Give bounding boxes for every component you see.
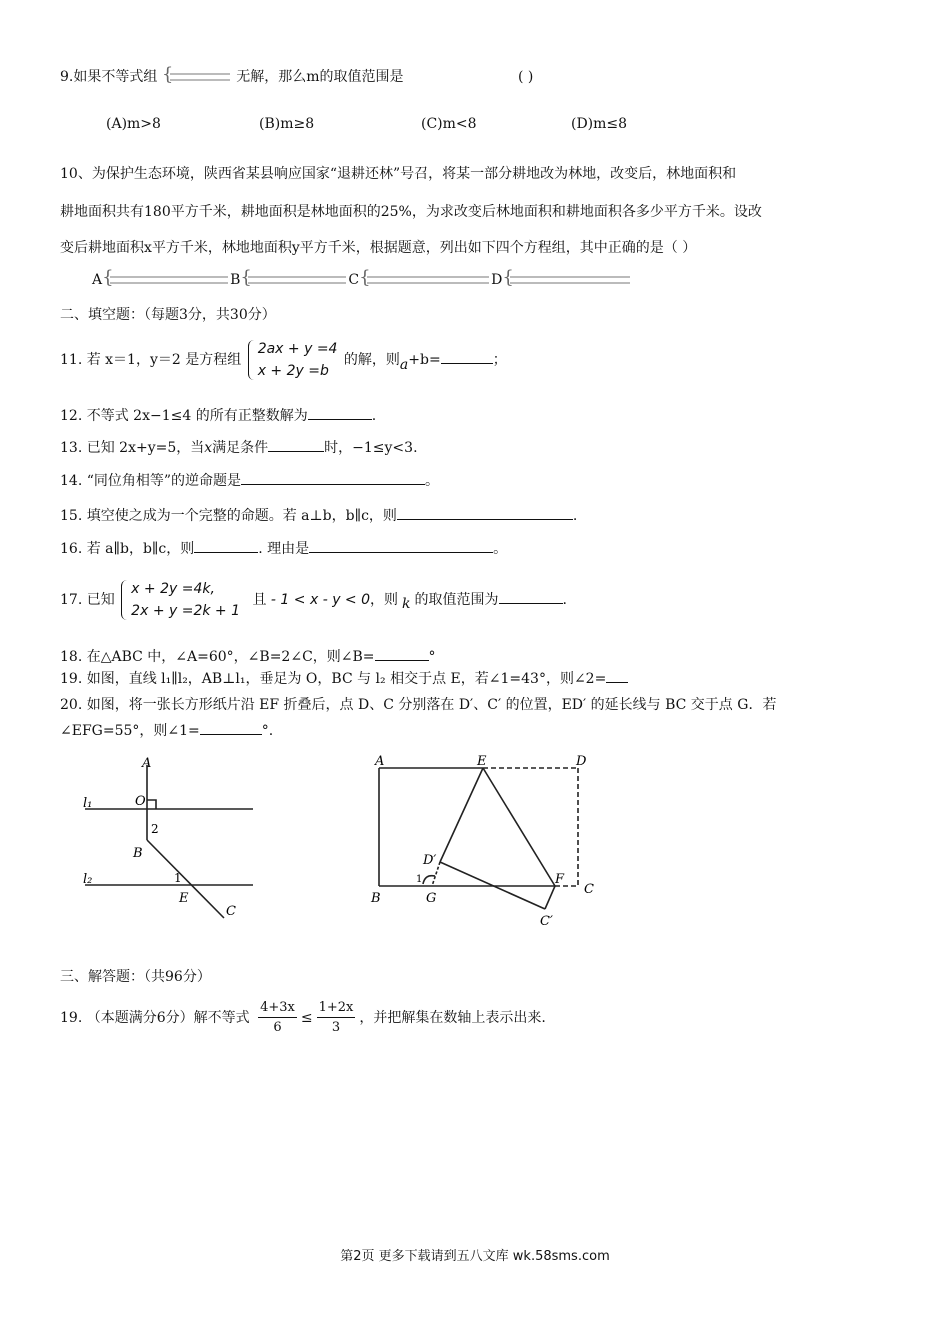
q20-line1: 20. 如图，将一张长方形纸片沿 EF 折叠后，点 D、C 分别落在 D′、C′ 的位置，ED′ 的延长线与 BC 交于点 G．若 [60, 697, 777, 713]
q11-pre: 11. 若 x＝1，y＝2 是方程组 [60, 352, 242, 368]
q9-option-c: (C)m<8 [421, 116, 477, 132]
label-B: B [133, 846, 143, 861]
q11-eq1: 2ax + y =4 [257, 341, 338, 357]
q19b-le: ≤ [300, 1010, 313, 1026]
q12-pre: 12. 不等式 2x−1≤4 的所有正整数解为 [60, 408, 308, 424]
label-E: E [477, 754, 487, 769]
q14-answer-blank[interactable] [241, 470, 425, 485]
label-G: G [426, 891, 437, 906]
q10-line2: 耕地面积共有180平方千米，耕地面积是林地面积的25%，为求改变后林地面积和耕地面积各多少平方千米。设改 [60, 204, 762, 220]
q13-pre: 13. 已知 2x+y=5，当 [60, 440, 205, 456]
question-19 [60, 668, 628, 689]
question-15 [60, 505, 577, 526]
edge-ed-prime [440, 768, 483, 862]
label-l1: l₁ [83, 796, 93, 811]
q13-mid: 满足条件 [212, 440, 269, 456]
fraction-left-denominator: 6 [273, 1019, 282, 1035]
line-bc [147, 840, 224, 918]
q9-paren: ( ) [518, 69, 534, 85]
q9-system-image [162, 68, 232, 86]
label-A: A [142, 756, 152, 771]
label-angle-1: 1 [416, 874, 423, 885]
question-9 [60, 67, 533, 87]
section-3-heading: 三、解答题：（共96分） [60, 969, 211, 985]
page-footer: 第2页 更多下载请到五八文库 wk.58sms.com [340, 1249, 610, 1264]
q16-answer-blank-2[interactable] [309, 538, 493, 553]
q10-options [92, 270, 632, 290]
q10-line3: 变后耕地面积x平方千米，林地地面积y平方千米，根据题意，列出如下四个方程组，其中正确的是（ ） [60, 240, 697, 256]
q17-k: k [402, 596, 411, 612]
q9-option-d: (D)m≤8 [571, 116, 628, 132]
fold-ef [483, 768, 555, 886]
q9-option-b: (B)m≥8 [259, 116, 315, 132]
q17-ineq: - 1 < x - y < 0 [270, 592, 371, 608]
section-2-heading: 二、填空题：（每题3分，共30分） [60, 307, 276, 323]
q10-option-c-letter: C [348, 272, 360, 288]
q17-eq1: x + 2y =4k, [131, 581, 215, 597]
q16-pre: 16. 若 a∥b，b∥c，则 [60, 541, 195, 557]
q17-then: ，则 [370, 592, 399, 608]
q17-end: 的取值范围为 [414, 592, 499, 608]
q17-mid: 且 [252, 592, 267, 608]
q15-end: . [572, 508, 578, 524]
q20-end: °. [261, 723, 274, 739]
question-14 [60, 470, 439, 491]
q19-text: 19. 如图，直线 l₁∥l₂，AB⊥l₁，垂足为 O，BC 与 l₂ 相交于点 E，若∠1=43°，则∠2= [60, 671, 607, 687]
label-B: B [371, 891, 381, 906]
fraction-right [317, 999, 356, 1038]
fraction-left [258, 999, 297, 1038]
q12-end: . [371, 408, 377, 424]
q13-answer-blank[interactable] [268, 437, 324, 452]
q14-pre: 14. “同位角相等”的逆命题是 [60, 473, 242, 489]
q11-plus-b: +b= [408, 352, 441, 368]
q18-text: 18. 在△ABC 中，∠A=60°，∠B=2∠C，则∠B= [60, 649, 375, 665]
q9-text: 9.如果不等式组 [60, 69, 158, 85]
label-A: A [375, 754, 385, 769]
label-C-prime: C′ [540, 914, 553, 929]
q12-answer-blank[interactable] [308, 405, 372, 420]
label-O: O [135, 794, 146, 809]
label-E: E [179, 891, 189, 906]
q15-answer-blank[interactable] [397, 505, 573, 520]
q11-eq2: x + 2y =b [257, 363, 329, 379]
q10-option-a-system [102, 271, 230, 289]
figure-folded-rectangle [365, 750, 615, 930]
q17-pre: 17. 已知 [60, 592, 115, 608]
q9-after: 无解，那么m的取值范围是 [236, 69, 404, 85]
q10-line1: 10、为保护生态环境，陕西省某县响应国家“退耕还林”号召，将某一部分耕地改为林地，改变后，林地面积和 [60, 166, 737, 182]
q15-pre: 15. 填空使之成为一个完整的命题。若 a⊥b，b∥c，则 [60, 508, 397, 524]
question-16 [60, 538, 507, 559]
q13-x: x [204, 440, 213, 456]
label-C: C [226, 904, 236, 919]
question-13 [60, 437, 418, 458]
q20-line2-wrap [60, 720, 273, 741]
q11-system [248, 338, 338, 382]
label-1: 1 [174, 871, 182, 885]
q11-a: a [399, 357, 409, 373]
fraction-right-numerator: 1+2x [317, 999, 356, 1018]
q17-system [121, 578, 240, 622]
question-17 [60, 577, 567, 623]
q19b-post: ，并把解集在数轴上表示出来. [359, 1010, 546, 1026]
q16-mid: . 理由是 [258, 541, 310, 557]
fraction-right-denominator: 3 [331, 1019, 341, 1035]
fraction-left-numerator: 4+3x [258, 999, 297, 1018]
q20-answer-blank[interactable] [200, 720, 262, 735]
q19b-pre: 19. （本题满分6分）解不等式 [60, 1010, 250, 1026]
figure-parallel-lines [78, 755, 268, 925]
edge-c-prime-f [545, 886, 555, 909]
q18-answer-blank[interactable] [375, 646, 429, 661]
q11-end: ； [492, 352, 507, 368]
label-2: 2 [151, 822, 159, 836]
label-F: F [555, 872, 565, 887]
label-D: D [576, 754, 587, 769]
q11-post: 的解，则 [343, 352, 400, 368]
q19-answer-blank[interactable] [606, 668, 628, 683]
question-12 [60, 405, 376, 426]
question-19-solve [60, 995, 546, 1041]
q10-option-b-system [240, 271, 348, 289]
label-D-prime: D′ [423, 853, 437, 868]
q16-answer-blank-1[interactable] [194, 538, 258, 553]
q13-end: 时，−1≤y<3. [324, 440, 418, 456]
q10-option-c-system [359, 271, 491, 289]
label-l2: l₂ [83, 872, 93, 887]
label-C: C [584, 882, 594, 897]
right-angle-mark [147, 800, 156, 809]
q20-line2: ∠EFG=55°，则∠1= [60, 723, 200, 739]
q17-eq2: 2x + y =2k + 1 [131, 603, 241, 619]
question-18 [60, 646, 436, 667]
q10-option-a-letter: A [92, 272, 103, 288]
q17-tail: . [562, 592, 567, 608]
q14-end: 。 [425, 473, 440, 489]
q9-option-a: (A)m>8 [106, 116, 161, 132]
q10-option-d-system [502, 271, 632, 289]
q10-option-d-letter: D [491, 272, 503, 288]
q16-end: 。 [493, 541, 508, 557]
q18-end: ° [428, 649, 436, 665]
q10-option-b-letter: B [230, 272, 241, 288]
q11-answer-blank[interactable] [441, 349, 493, 364]
question-11 [60, 337, 507, 383]
q17-answer-blank[interactable] [499, 589, 563, 604]
